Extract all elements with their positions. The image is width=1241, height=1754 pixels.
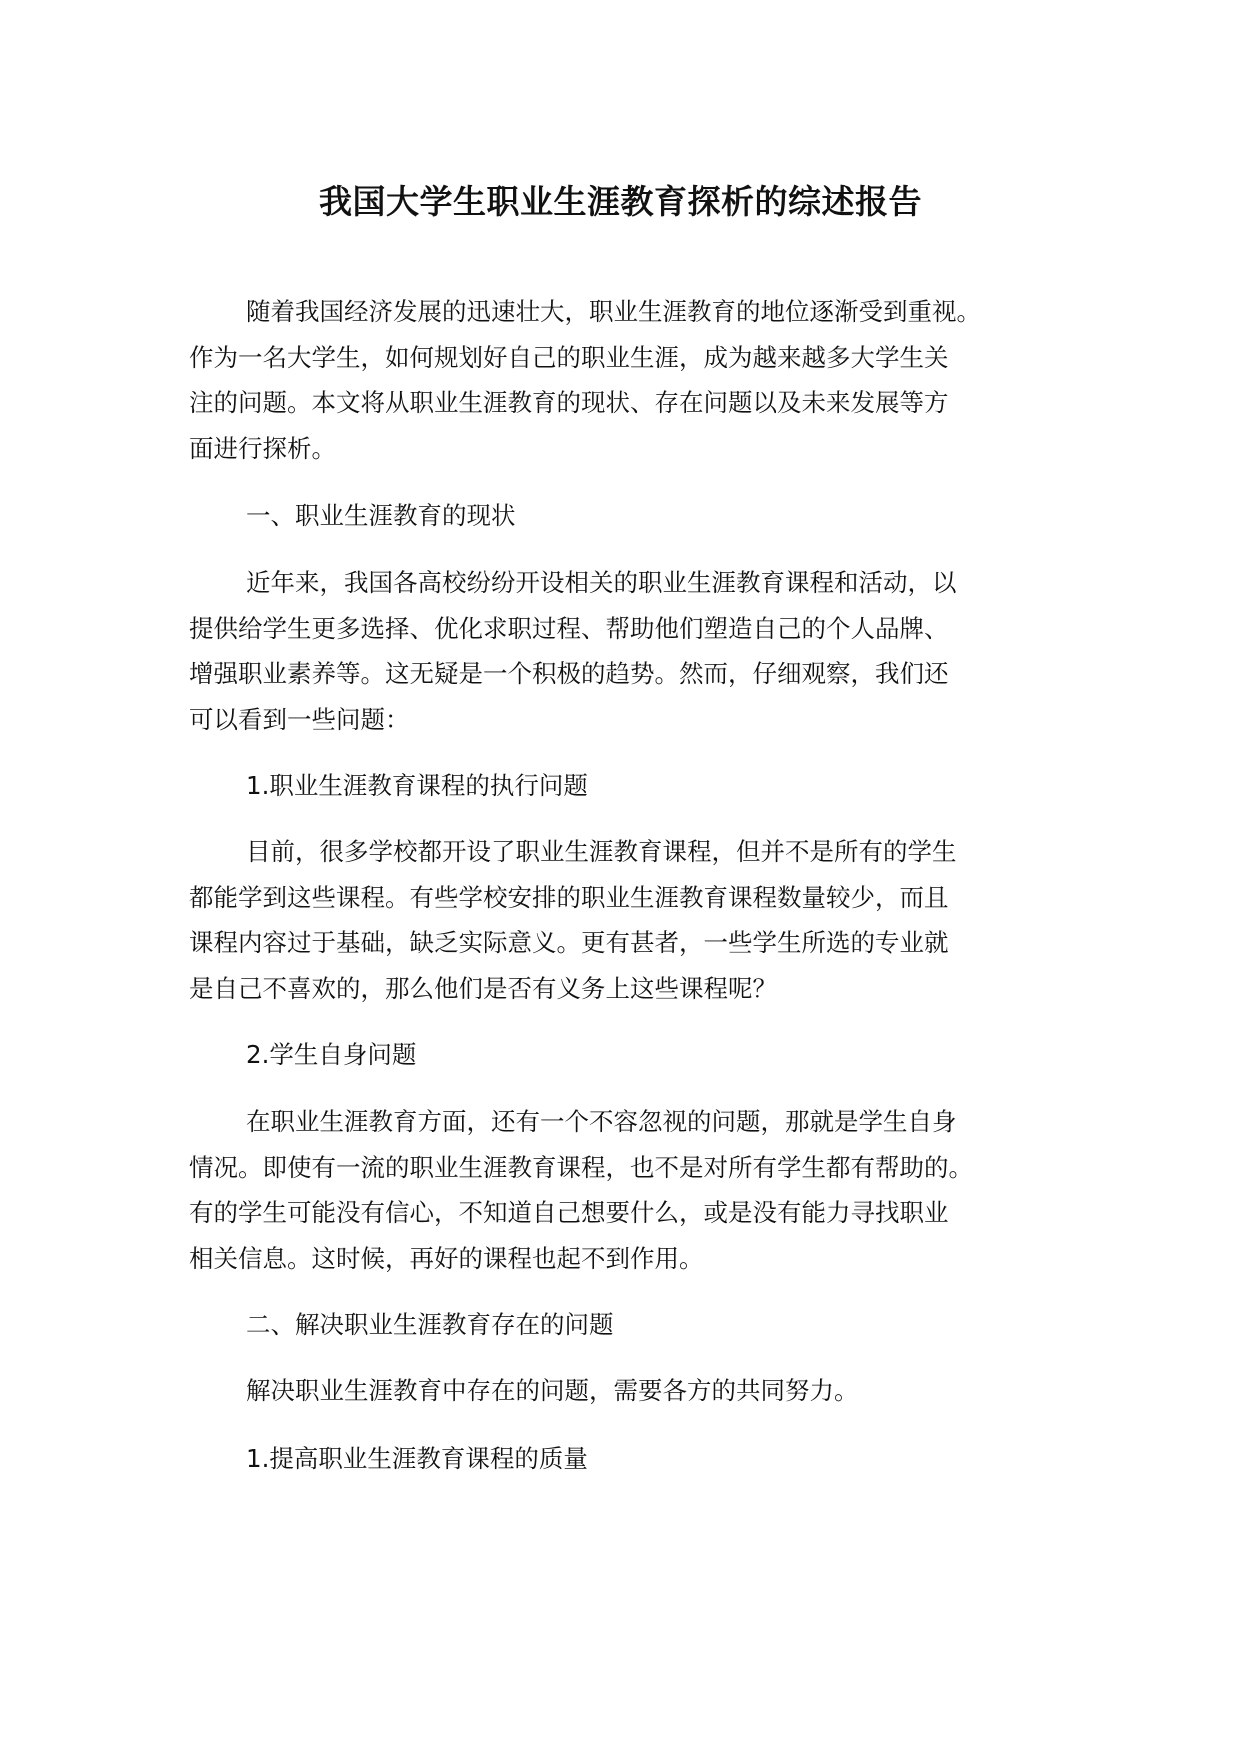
paragraph-line: 解决职业生涯教育中存在的问题，需要各方的共同努力。 bbox=[246, 1376, 859, 1405]
subheading-course-execution: 1.职业生涯教育课程的执行问题 bbox=[246, 771, 588, 800]
subheading-course-quality: 1.提高职业生涯教育课程的质量 bbox=[246, 1444, 588, 1473]
paragraph-line: 课程内容过于基础，缺乏实际意义。更有甚者，一些学生所选的专业就 bbox=[189, 928, 949, 957]
paragraph-line: 在职业生涯教育方面，还有一个不容忽视的问题，那就是学生自身 bbox=[246, 1107, 957, 1136]
paragraph-line: 是自己不喜欢的，那么他们是否有义务上这些课程呢？ bbox=[189, 973, 777, 1003]
paragraph-line: 随着我国经济发展的迅速壮大，职业生涯教育的地位逐渐受到重视。 bbox=[246, 297, 981, 326]
paragraph-line: 可以看到一些问题： bbox=[189, 704, 410, 734]
status-paragraph bbox=[189, 560, 1089, 742]
intro-paragraph bbox=[189, 289, 1089, 471]
subheading-student-issues: 2.学生自身问题 bbox=[246, 1040, 417, 1069]
section-heading-status: 一、职业生涯教育的现状 bbox=[246, 501, 516, 530]
course-execution-paragraph bbox=[189, 829, 1089, 1011]
paragraph-line: 相关信息。这时候，再好的课程也起不到作用。 bbox=[189, 1243, 704, 1273]
paragraph-line: 近年来，我国各高校纷纷开设相关的职业生涯教育课程和活动，以 bbox=[246, 568, 957, 597]
paragraph-line: 面进行探析。 bbox=[189, 433, 336, 463]
paragraph-line: 提供给学生更多选择、优化求职过程、帮助他们塑造自己的个人品牌、 bbox=[189, 613, 949, 643]
document-title: 我国大学生职业生涯教育探析的综述报告 bbox=[319, 182, 922, 221]
paragraph-line: 目前，很多学校都开设了职业生涯教育课程，但并不是所有的学生 bbox=[246, 837, 957, 866]
paragraph-line: 情况。即使有一流的职业生涯教育课程，也不是对所有学生都有帮助的。 bbox=[189, 1152, 973, 1182]
paragraph-line: 有的学生可能没有信心，不知道自己想要什么，或是没有能力寻找职业 bbox=[189, 1198, 949, 1227]
paragraph-line: 都能学到这些课程。有些学校安排的职业生涯教育课程数量较少，而且 bbox=[189, 882, 949, 912]
student-issues-paragraph bbox=[189, 1099, 1089, 1281]
paragraph-line: 作为一名大学生，如何规划好自己的职业生涯，成为越来越多大学生关 bbox=[189, 342, 949, 372]
paragraph-line: 增强职业素养等。这无疑是一个积极的趋势。然而，仔细观察，我们还 bbox=[189, 659, 949, 688]
solutions-paragraph bbox=[189, 1368, 1089, 1414]
section-heading-solutions: 二、解决职业生涯教育存在的问题 bbox=[246, 1310, 614, 1339]
paragraph-line: 注的问题。本文将从职业生涯教育的现状、存在问题以及未来发展等方 bbox=[189, 388, 949, 417]
